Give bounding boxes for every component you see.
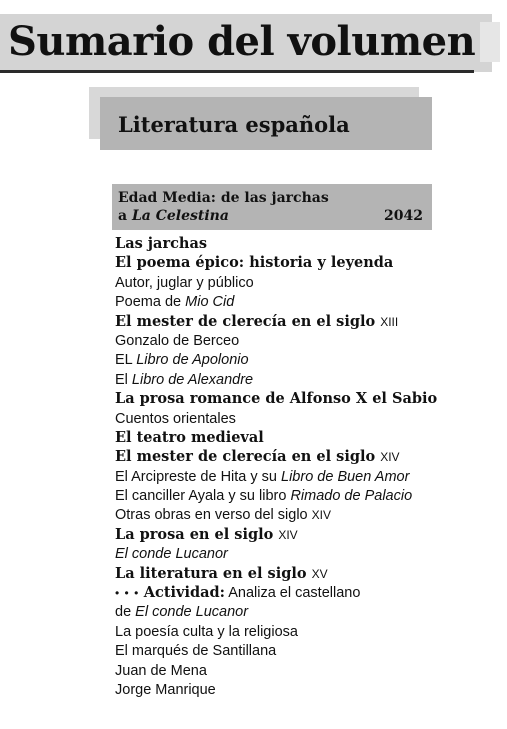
page-title: Sumario del volumen <box>8 18 476 65</box>
toc-entry-text: El marqués de Santillana <box>115 643 277 660</box>
toc-heading <box>115 447 437 466</box>
toc-entry-text: EL <box>115 352 137 369</box>
activity-text: Analiza el castellano <box>224 585 361 602</box>
toc-heading <box>115 389 437 408</box>
toc-heading <box>115 525 437 544</box>
table-of-contents <box>115 234 437 699</box>
toc-entry-work: Rimado de Palacio <box>290 488 413 505</box>
chapter-title-prefix: a <box>118 208 132 224</box>
toc-heading <box>115 234 437 253</box>
toc-entry <box>115 661 437 680</box>
toc-entry-text: Otras obras en verso del siglo <box>115 507 312 524</box>
toc-entry-work: Mio Cid <box>185 294 235 311</box>
toc-entry-text: Juan de Mena <box>115 662 207 679</box>
toc-entry-text: Gonzalo de Berceo <box>115 332 240 349</box>
toc-entry-text: El canciller Ayala y su libro <box>115 488 291 505</box>
toc-heading <box>115 253 437 272</box>
toc-century: XIV <box>278 527 298 542</box>
toc-heading-text: El poema épico: historia y leyenda <box>115 254 394 272</box>
toc-heading-text: La prosa romance de Alfonso X el Sabio <box>115 390 438 408</box>
toc-century: XV <box>311 566 328 581</box>
toc-entry-text: Jorge Manrique <box>115 681 216 698</box>
toc-entry-text: El Arcipreste de Hita y su <box>115 468 282 485</box>
toc-entry-text: El <box>115 371 132 388</box>
chapter-title-work: La Celestina <box>131 208 229 224</box>
toc-entry <box>115 273 437 292</box>
toc-entry-text: Poema de <box>115 294 186 311</box>
toc-entry <box>115 641 437 660</box>
toc-heading-text: El teatro medieval <box>115 428 264 446</box>
toc-entry <box>115 505 437 524</box>
toc-heading <box>115 312 437 331</box>
chapter-page-number: 2042 <box>384 208 423 224</box>
toc-century: XIV <box>311 508 331 523</box>
toc-entry <box>115 622 437 641</box>
activity-label: Actividad: <box>143 584 225 602</box>
toc-entry-work: El conde Lucanor <box>135 604 249 621</box>
toc-activity-continued <box>115 602 437 621</box>
toc-entry-work: El conde Lucanor <box>115 546 228 563</box>
toc-entry-work: Libro de Alexandre <box>131 371 254 388</box>
toc-heading-text: La literatura en el siglo <box>115 564 312 582</box>
toc-entry <box>115 544 437 563</box>
toc-century: XIV <box>380 450 400 465</box>
toc-heading-text: El mester de clerecía en el siglo <box>115 312 381 330</box>
toc-entry-text: de <box>115 604 136 621</box>
toc-entry <box>115 370 437 389</box>
toc-entry <box>115 409 437 428</box>
section-title: Literatura española <box>118 112 350 137</box>
toc-heading-text: Las jarchas <box>115 235 208 252</box>
toc-heading-text: El mester de clerecía en el siglo <box>115 448 381 466</box>
chapter-title-line1: Edad Media: de las jarchas <box>118 190 329 206</box>
toc-heading-text: La prosa en el siglo <box>115 525 279 543</box>
toc-entry-work: Libro de Apolonio <box>136 352 249 369</box>
toc-entry <box>115 486 437 505</box>
toc-entry <box>115 467 437 486</box>
toc-heading <box>115 428 437 447</box>
toc-entry-text: Cuentos orientales <box>115 410 236 427</box>
toc-entry <box>115 680 437 699</box>
bullet-dots-icon: • • • <box>115 586 140 601</box>
toc-heading <box>115 564 437 583</box>
toc-entry-text: La poesía culta y la religiosa <box>115 623 298 640</box>
toc-entry-work: Libro de Buen Amor <box>281 468 410 485</box>
toc-century: XIII <box>380 314 399 329</box>
toc-activity <box>115 583 437 602</box>
toc-entry <box>115 331 437 350</box>
toc-entry <box>115 292 437 311</box>
toc-entry-text: Autor, juglar y público <box>115 274 254 291</box>
title-rule <box>0 70 474 73</box>
toc-entry <box>115 350 437 369</box>
chapter-title-line2 <box>118 207 229 225</box>
